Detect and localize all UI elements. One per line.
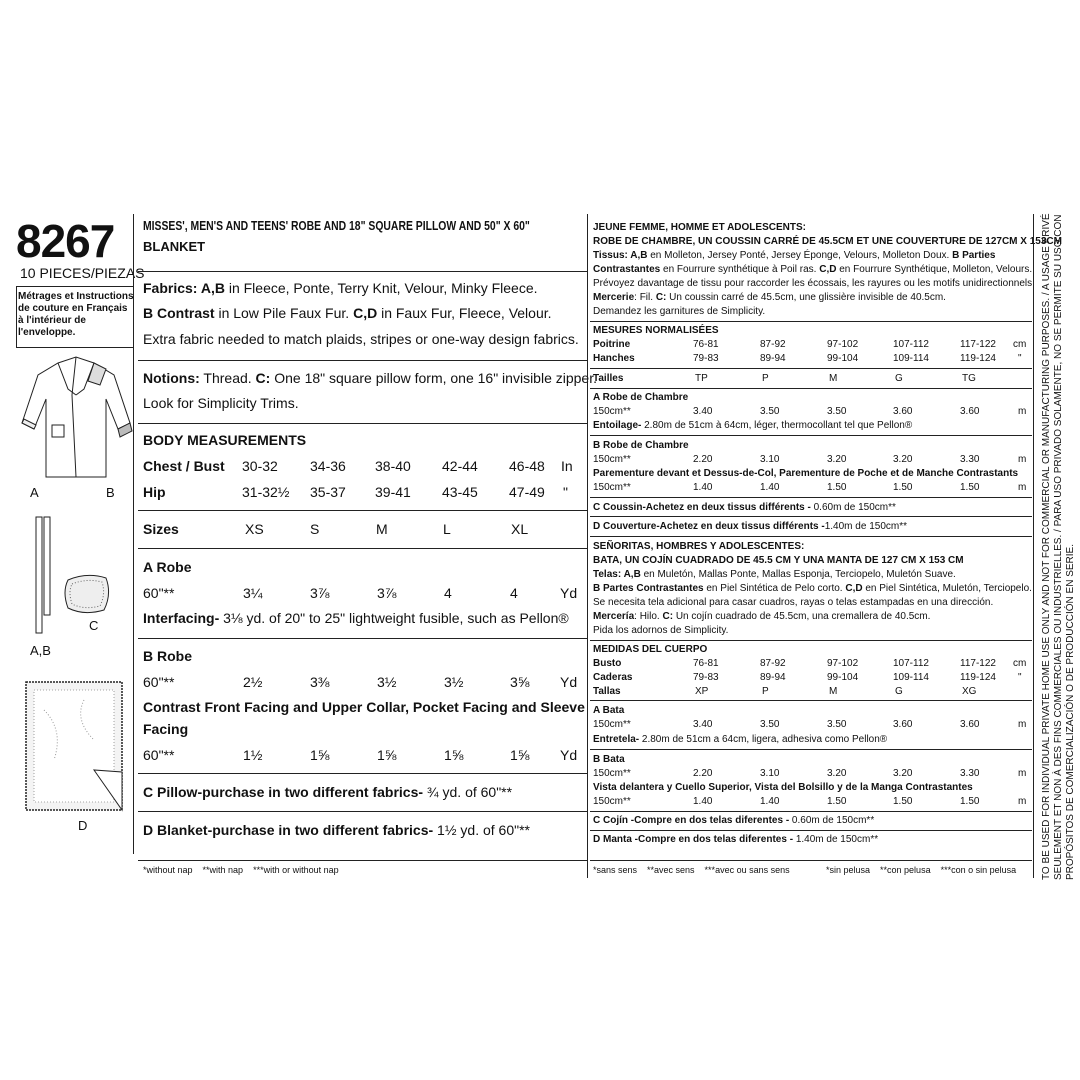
spanish-v-width: 150cm**	[593, 796, 631, 807]
caderas-2: 89-94	[760, 672, 786, 683]
title-line: MISSES', MEN'S AND TEENS' ROBE AND 18" SQUARE PILLOW AND 50" X 60"	[143, 218, 530, 233]
french-coussin-label: C Coussin-Achetez en deux tissus différents -	[593, 502, 811, 513]
hip-s: 35-37	[310, 484, 346, 500]
french-entoilage	[593, 420, 912, 432]
hip-xs: 31-32½	[242, 484, 290, 500]
a-robe-unit: Yd	[560, 585, 578, 601]
usage-disclaimer: TO BE USED FOR INDIVIDUAL PRIVATE HOME USE ONLY AND NOT FOR COMMERCIAL OR MANUFACTURING PURPOSES. / A USAGE PRIVÉ SEULEMENT ET NON À DES FINS COMMERCIALES OU INDUSTRIELLES. / PARA USO PRIVADO SOLAMENTE, NO SE PERMITE SU USO CON PROPÓSITOS DE COMERCIALIZACIÓN O DE PRODUCCIÓN EN SERIE.	[1041, 213, 1076, 880]
french-tissus-line1	[593, 250, 995, 262]
title-rule	[138, 271, 587, 272]
caderas-1: 79-83	[693, 672, 719, 683]
french-tissus-text: en Molleton, Jersey Ponté, Jersey Éponge, Velours, Molleton Doux.	[647, 250, 953, 261]
spanish-v-2: 1.40	[760, 796, 780, 807]
french-a-width: 150cm**	[593, 406, 631, 417]
french-p-4: 1.50	[893, 482, 913, 493]
spanish-a-3: 3.50	[827, 719, 847, 730]
spanish-vista: Vista delantera y Cuello Superior, Vista del Bolsillo y de la Manga Contrastantes	[593, 782, 973, 793]
spanish-entretela-label: Entretela-	[593, 734, 640, 745]
french-b-heading: B Robe de Chambre	[593, 440, 689, 451]
poitrine-unit: cm	[1013, 339, 1027, 350]
poitrine-1: 76-81	[693, 339, 719, 350]
caderas-5: 119-124	[960, 672, 996, 683]
fabrics-line	[143, 280, 538, 296]
chest-xs: 30-32	[242, 458, 278, 474]
spanish-v-1: 1.40	[693, 796, 713, 807]
spanish-b-1: 2.20	[693, 768, 713, 779]
belt-illustration	[30, 515, 60, 635]
french-couverture	[593, 521, 907, 533]
contrast-facing-line1: Contrast Front Facing and Upper Collar, Pocket Facing and Sleeve	[143, 699, 585, 715]
french-mercerie-line	[593, 292, 946, 304]
french-b-5: 3.30	[960, 454, 980, 465]
english-footnote: *without nap **with nap ***with or without nap	[143, 865, 339, 875]
french-p-3: 1.50	[827, 482, 847, 493]
spanish-manta-label: D Manta -Compre en dos telas diferentes -	[593, 834, 794, 845]
hip-label: Hip	[143, 484, 166, 500]
spanish-cd-text: en Piel Sintética, Muletón, Terciopelo.	[862, 583, 1032, 594]
blanket-rule	[138, 860, 587, 861]
spanish-merceria-c: C:	[662, 611, 674, 622]
french-note-line: Métrages et Instructions	[18, 291, 134, 302]
a-robe-l: 4	[444, 585, 452, 601]
french-tissus-label: Tissus: A,B	[593, 250, 648, 261]
cf-l: 1⅝	[444, 747, 464, 763]
spanish-entretela	[593, 734, 887, 746]
piece-count: 10 PIECES/PIEZAS	[20, 265, 145, 281]
french-rule-1	[590, 321, 1032, 322]
middle-divider	[587, 214, 588, 878]
french-mercerie-text: : Fil.	[634, 292, 656, 303]
poitrine-5: 117-122	[960, 339, 996, 350]
spanish-a-2: 3.50	[760, 719, 780, 730]
pillow-line	[143, 784, 512, 800]
spanish-merceria-text: : Hilo.	[634, 611, 663, 622]
tallas-label: Tallas	[593, 686, 621, 697]
chest-s: 34-36	[310, 458, 346, 474]
spanish-telas	[593, 569, 956, 581]
pillow-illustration	[62, 570, 112, 616]
busto-unit: cm	[1013, 658, 1027, 669]
spanish-footnote: *sin pelusa **con pelusa ***con o sin pelusa	[826, 865, 1017, 875]
b-robe-rule	[138, 773, 587, 774]
french-p-5: 1.50	[960, 482, 980, 493]
busto-5: 117-122	[960, 658, 996, 669]
b-robe-xs: 2½	[243, 674, 263, 690]
chest-xl: 46-48	[509, 458, 545, 474]
spanish-rule-5	[590, 830, 1032, 831]
b-robe-xl: 3⅝	[510, 674, 530, 690]
hip-l: 43-45	[442, 484, 478, 500]
b-robe-heading: B Robe	[143, 648, 192, 664]
french-note-line: à l'intérieur de	[18, 315, 86, 326]
view-c-label: C	[89, 618, 99, 633]
hanches-label: Hanches	[593, 353, 635, 364]
caderas-4: 109-114	[893, 672, 929, 683]
spanish-merceria-text2: Un cojín cuadrado de 45.5cm, una cremallera de 40.5cm.	[673, 611, 931, 622]
a-robe-s: 3⅞	[310, 585, 330, 601]
view-ab-label: A,B	[30, 643, 51, 658]
french-heading: JEUNE FEMME, HOMME ET ADOLESCENTS:	[593, 222, 806, 233]
spanish-cd-label: C,D	[845, 583, 863, 594]
cf-width: 60"**	[143, 747, 175, 763]
french-a-unit: m	[1018, 406, 1027, 417]
spanish-manta-text: 1.40m de 150cm**	[793, 834, 879, 845]
spanish-partes-label: B Partes Contrastantes	[593, 583, 704, 594]
french-mercerie-text2: Un coussin carré de 45.5cm, une glissière invisible de 40.5cm.	[666, 292, 946, 303]
french-b-2: 3.10	[760, 454, 780, 465]
cf-unit: Yd	[560, 747, 578, 763]
busto-3: 97-102	[827, 658, 859, 669]
french-a-1: 3.40	[693, 406, 713, 417]
size-m: M	[376, 521, 388, 537]
spanish-b-5: 3.30	[960, 768, 980, 779]
french-garnitures: Demandez les garnitures de Simplicity.	[593, 306, 766, 317]
french-p-width: 150cm**	[593, 482, 631, 493]
french-mercerie-c: C:	[655, 292, 667, 303]
hanches-unit: "	[1018, 353, 1022, 364]
french-mesures-heading: MESURES NORMALISÉES	[593, 325, 719, 336]
interfacing-text: 3⅛ yd. of 20" to 25" lightweight fusible, such as Pellon®	[219, 610, 569, 626]
french-b-1: 2.20	[693, 454, 713, 465]
sizes-label: Sizes	[143, 521, 179, 537]
spanish-b-width: 150cm**	[593, 768, 631, 779]
poitrine-2: 87-92	[760, 339, 786, 350]
french-entoilage-text: 2.80m de 51cm à 64cm, léger, thermocollant tel que Pellon®	[641, 420, 913, 431]
talla-4: G	[895, 686, 903, 697]
poitrine-3: 97-102	[827, 339, 859, 350]
caderas-3: 99-104	[827, 672, 859, 683]
french-rule-4	[590, 435, 1032, 436]
spanish-partes	[593, 583, 1032, 595]
blanket-label: D Blanket-purchase in two different fabrics-	[143, 822, 434, 838]
taille-5: TG	[962, 373, 976, 384]
french-parementure: Parementure devant et Dessus-de-Col, Parementure de Poche et de Manche Contrastants	[593, 468, 1019, 479]
spanish-entretela-text: 2.80m de 51cm a 64cm, ligera, adhesiva como Pellon®	[639, 734, 888, 745]
notions-label: Notions:	[143, 370, 200, 386]
french-cd-label: C,D	[819, 264, 837, 275]
fabrics-text: in Fleece, Ponte, Terry Knit, Velour, Minky Fleece.	[224, 280, 538, 296]
cf-xs: 1½	[243, 747, 263, 763]
spanish-rule-6	[590, 860, 1032, 861]
french-rule-5	[590, 497, 1032, 498]
cf-xl: 1⅝	[510, 747, 530, 763]
contrast-line	[143, 305, 552, 321]
pillow-label: C Pillow-purchase in two different fabrics-	[143, 784, 424, 800]
b-robe-m: 3½	[377, 674, 397, 690]
sizes-rule	[138, 548, 587, 549]
french-a-5: 3.60	[960, 406, 980, 417]
french-p-2: 1.40	[760, 482, 780, 493]
interfacing-line	[143, 610, 569, 626]
spanish-manta	[593, 834, 878, 846]
hanches-3: 99-104	[827, 353, 859, 364]
hip-xl: 47-49	[509, 484, 545, 500]
french-note-line: de couture en Français	[18, 303, 128, 314]
french-contrastantes-text: en Fourrure synthétique à Poil ras.	[660, 264, 820, 275]
french-b-unit: m	[1018, 454, 1027, 465]
spanish-v-unit: m	[1018, 796, 1027, 807]
a-robe-heading: A Robe	[143, 559, 192, 575]
talla-3: M	[829, 686, 838, 697]
cf-s: 1⅝	[310, 747, 330, 763]
blanket-line	[143, 822, 530, 838]
french-rule-7	[590, 536, 1032, 537]
spanish-rule-2	[590, 700, 1032, 701]
spanish-a-4: 3.60	[893, 719, 913, 730]
tailles-label: Tailles	[593, 373, 624, 384]
contrast-facing-line2: Facing	[143, 721, 189, 737]
size-l: L	[443, 521, 451, 537]
busto-2: 87-92	[760, 658, 786, 669]
talla-2: P	[762, 686, 769, 697]
french-parties-label: B Parties	[952, 250, 996, 261]
french-coussin-text: 0.60m de 150cm**	[810, 502, 896, 513]
trims-line: Look for Simplicity Trims.	[143, 395, 299, 411]
spanish-merceria-label: Mercería	[593, 611, 635, 622]
caderas-unit: "	[1018, 672, 1022, 683]
spanish-b-4: 3.20	[893, 768, 913, 779]
a-robe-width: 60"**	[143, 585, 175, 601]
french-couverture-text: 1.40m de 150cm**	[824, 521, 907, 532]
blanket-illustration	[24, 680, 126, 815]
spanish-v-3: 1.50	[827, 796, 847, 807]
title-line: BLANKET	[143, 239, 206, 254]
hanches-4: 109-114	[893, 353, 929, 364]
a-robe-rule	[138, 638, 587, 639]
french-a-4: 3.60	[893, 406, 913, 417]
french-note-top-rule	[16, 286, 133, 287]
body-measurements-heading: BODY MEASUREMENTS	[143, 432, 307, 448]
french-a-2: 3.50	[760, 406, 780, 417]
spanish-merceria	[593, 611, 930, 623]
extra-fabric-line: Extra fabric needed to match plaids, stripes or one-way design fabrics.	[143, 331, 579, 347]
busto-1: 76-81	[693, 658, 719, 669]
hip-unit: "	[563, 484, 568, 500]
spanish-telas-label: Telas: A,B	[593, 569, 641, 580]
poitrine-label: Poitrine	[593, 339, 631, 350]
chest-label: Chest / Bust	[143, 458, 225, 474]
spanish-a-unit: m	[1018, 719, 1027, 730]
french-b-4: 3.20	[893, 454, 913, 465]
spanish-cojin	[593, 815, 874, 827]
french-entoilage-label: Entoilage-	[593, 420, 642, 431]
contrast-label-cd: C,D	[353, 305, 378, 321]
french-couverture-label: D Couverture-Achetez en deux tissus différents -	[593, 521, 825, 532]
contrast-label: B Contrast	[143, 305, 215, 321]
french-b-width: 150cm**	[593, 454, 631, 465]
french-a-heading: A Robe de Chambre	[593, 392, 689, 403]
french-note-bottom-rule	[16, 347, 133, 348]
robe-illustration	[18, 355, 133, 485]
spanish-rule-1	[590, 640, 1032, 641]
a-robe-xs: 3¼	[243, 585, 263, 601]
spanish-b-heading: B Bata	[593, 754, 625, 765]
interfacing-label: Interfacing-	[143, 610, 220, 626]
spanish-telas-text: en Muletón, Mallas Ponte, Mallas Esponja, Terciopelo, Muletón Suave.	[640, 569, 956, 580]
pillow-rule	[138, 811, 587, 812]
poitrine-4: 107-112	[893, 339, 929, 350]
french-footnote: *sans sens **avec sens ***avec ou sans sens	[593, 865, 790, 875]
measurements-rule	[138, 510, 587, 511]
busto-label: Busto	[593, 658, 622, 669]
chest-l: 42-44	[442, 458, 478, 474]
style-number: 8267	[16, 215, 115, 267]
french-b-3: 3.20	[827, 454, 847, 465]
french-rule-2	[590, 368, 1032, 369]
spanish-title: BATA, UN COJÍN CUADRADO DE 45.5 CM Y UNA MANTA DE 127 CM X 153 CM	[593, 555, 964, 566]
notions-text: Thread.	[199, 370, 256, 386]
view-b-label: B	[106, 485, 115, 500]
size-xs: XS	[245, 521, 264, 537]
right-divider	[1033, 214, 1034, 878]
spanish-b-3: 3.20	[827, 768, 847, 779]
cf-m: 1⅝	[377, 747, 397, 763]
view-a-label: A	[30, 485, 39, 500]
french-contrastantes-label: Contrastantes	[593, 264, 661, 275]
notions-line	[143, 370, 597, 386]
blanket-text: 1½ yd. of 60"**	[433, 822, 530, 838]
notions-label-c: C:	[255, 370, 271, 386]
spanish-medidas-heading: MEDIDAS DEL CUERPO	[593, 644, 708, 655]
spanish-b-2: 3.10	[760, 768, 780, 779]
spanish-b-unit: m	[1018, 768, 1027, 779]
spanish-adicional: Se necesita tela adicional para casar cuadros, rayas o telas estampadas en una dirección.	[593, 597, 994, 608]
spanish-a-width: 150cm**	[593, 719, 631, 730]
b-robe-s: 3⅜	[310, 674, 330, 690]
notions-rule	[138, 423, 587, 424]
hanches-2: 89-94	[760, 353, 786, 364]
spanish-v-4: 1.50	[893, 796, 913, 807]
fabrics-rule	[138, 360, 587, 361]
busto-4: 107-112	[893, 658, 929, 669]
hip-m: 39-41	[375, 484, 411, 500]
taille-3: M	[829, 373, 838, 384]
french-cd-text: en Fourrure Synthétique, Molleton, Velours.	[836, 264, 1033, 275]
french-p-1: 1.40	[693, 482, 713, 493]
spanish-partes-text: en Piel Sintética de Pelo corto.	[703, 583, 846, 594]
spanish-v-5: 1.50	[960, 796, 980, 807]
french-tissus-line3: Prévoyez davantage de tissu pour raccorder les écossais, les rayures ou les motifs unidirectionnels.	[593, 278, 1035, 289]
view-d-label: D	[78, 818, 88, 833]
contrast-text-cd: in Faux Fur, Fleece, Velour.	[377, 305, 552, 321]
b-robe-unit: Yd	[560, 674, 578, 690]
spanish-rule-4	[590, 811, 1032, 812]
french-rule-3	[590, 388, 1032, 389]
hanches-1: 79-83	[693, 353, 719, 364]
french-tissus-line2	[593, 264, 1032, 276]
talla-1: XP	[695, 686, 709, 697]
spanish-a-5: 3.60	[960, 719, 980, 730]
b-robe-l: 3½	[444, 674, 464, 690]
spanish-heading: SEÑORITAS, HOMBRES Y ADOLESCENTES:	[593, 541, 805, 552]
caderas-label: Caderas	[593, 672, 633, 683]
hanches-5: 119-124	[960, 353, 996, 364]
spanish-rule-3	[590, 749, 1032, 750]
spanish-cojin-label: C Cojín -Compre en dos telas diferentes -	[593, 815, 790, 826]
taille-4: G	[895, 373, 903, 384]
pillow-text: ¾ yd. of 60"**	[423, 784, 513, 800]
french-p-unit: m	[1018, 482, 1027, 493]
french-note-left-rule	[16, 286, 17, 347]
spanish-a-heading: A Bata	[593, 705, 625, 716]
spanish-a-1: 3.40	[693, 719, 713, 730]
chest-m: 38-40	[375, 458, 411, 474]
notions-text-c: One 18" square pillow form, one 16" invisible zipper.	[270, 370, 597, 386]
french-a-3: 3.50	[827, 406, 847, 417]
b-robe-width: 60"**	[143, 674, 175, 690]
talla-5: XG	[962, 686, 977, 697]
french-instructions-note	[18, 291, 134, 339]
spanish-cojin-text: 0.60m de 150cm**	[789, 815, 875, 826]
contrast-text: in Low Pile Faux Fur.	[214, 305, 354, 321]
taille-2: P	[762, 373, 769, 384]
size-s: S	[310, 521, 320, 537]
spanish-adornos: Pida los adornos de Simplicity.	[593, 625, 729, 636]
english-title	[143, 218, 583, 254]
chest-unit: In	[561, 458, 573, 474]
french-mercerie-label: Mercerie	[593, 292, 635, 303]
french-note-line: l'enveloppe.	[18, 327, 76, 338]
french-rule-6	[590, 516, 1032, 517]
a-robe-xl: 4	[510, 585, 518, 601]
french-coussin	[593, 502, 896, 514]
a-robe-m: 3⅞	[377, 585, 397, 601]
taille-1: TP	[695, 373, 708, 384]
french-title: ROBE DE CHAMBRE, UN COUSSIN CARRÉ DE 45.5CM ET UNE COUVERTURE DE 127CM X 153CM	[593, 236, 1062, 247]
size-xl: XL	[511, 521, 529, 537]
fabrics-label: Fabrics: A,B	[143, 280, 225, 296]
